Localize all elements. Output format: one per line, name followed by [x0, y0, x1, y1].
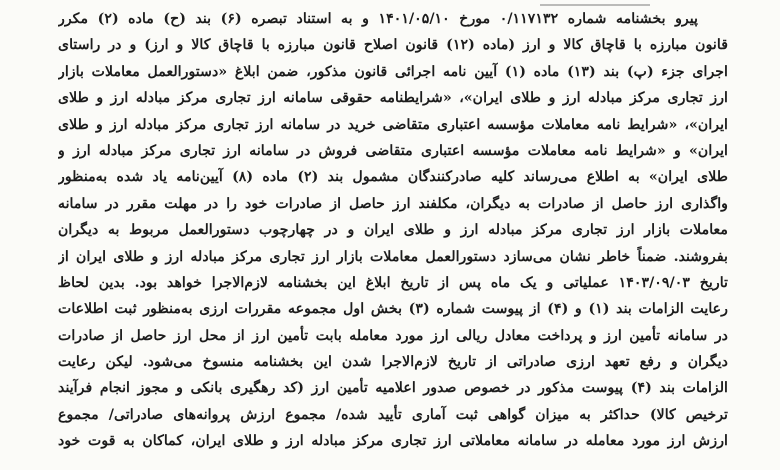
document-body — [58, 6, 728, 455]
body-line: قانون مبارزه با قاچاق کالا و ارز (ماده (۱۲) قانون اصلاح قانون مبارزه با قاچاق کالا و ارز) و در راستای — [58, 37, 728, 54]
body-line: واگذاری ارز حاصل از صادرات به دیگران، مکلفند ارز حاصل از صادرات خود را در مهلت مقرر در سامانه — [58, 195, 728, 212]
body-line: ایران»، «شرایط نامه معاملات مؤسسه اعتباری متقاضی خرید در سامانه ارز تجاری مرکز مبادله ارز و طلای — [58, 116, 728, 133]
body-line: الزامات بند (۴) پیوست مذکور در خصوص صدور اعلامیه تأمین ارز (کد رهگیری بانکی و مجوز انجام فرآیند — [58, 380, 728, 397]
body-line: تاریخ ۱۴۰۳/۰۹/۰۳ عملیاتی و یک ماه پس از تاریخ ابلاغ این بخشنامه لازم‌الاجرا خواهد بود. بدین لحاظ — [58, 274, 728, 291]
body-line: ایران» و «شرایط نامه معاملات مؤسسه اعتباری متقاضی فروش در سامانه ارز تجاری مرکز مبادله ارز و — [58, 142, 728, 159]
body-line: ترخیص کالا) حداکثر به میزان گواهی ثبت آماری تأیید شده/ مجموع ارزش پروانه‌های صادراتی/ مجموع — [58, 406, 728, 423]
body-line: طلای ایران» به اطلاع می‌رساند کلیه صادرکنندگان مشمول بند (۲) ماده (۸) آیین‌نامه یاد شده به‌منظور — [58, 169, 728, 186]
body-line: در سامانه تأمین ارز و پرداخت معادل ریالی ارز مورد معامله بابت تأمین ارز از محل ارز حاصل از صادرات — [58, 327, 728, 344]
body-line: اجرای جزء (پ) بند (۱۳) ماده (۱) آیین نامه اجرائی قانون مذکور، ضمن ابلاغ «دستورالعمل معاملات بازار — [58, 63, 728, 80]
body-line: بفروشند. ضمناً خاطر نشان می‌سازد دستورالعمل معاملات بازار ارز تجاری مرکز مبادله ارز و طلای ایران از — [58, 248, 728, 265]
body-line: ارزش ارز مورد معامله در سامانه معاملاتی ارز تجاری مرکز مبادله ارز و طلای ایران، کماکان به قوت خود — [58, 433, 728, 450]
body-line: معاملات بازار ارز تجاری مرکز مبادله ارز و طلای ایران و در چهارچوب دستورالعمل مربوط به دیگران — [58, 222, 728, 239]
body-line: دیگران و رفع تعهد ارزی صادراتی از تاریخ لازم‌الاجرا شدن این بخشنامه منسوخ می‌شود. لیکن رعایت — [58, 354, 728, 371]
body-line: پیرو بخشنامه شماره ۰/۱۱۷۱۳۲ مورخ ۱۴۰۱/۰۵/۱۰ و به استناد تبصره (۶) بند (ح) ماده (۲) مکرر — [58, 11, 698, 27]
body-line: ارز تجاری مرکز مبادله ارز و طلای ایران»، «شرایطنامه حقوقی سامانه ارز تجاری مرکز مبادله ارز و طلای — [58, 90, 728, 107]
body-line: رعایت الزامات بند (۱) و (۴) از پیوست شماره (۳) بخش اول مجموعه مقررات ارزی به‌منظور ثبت اطلاعات — [58, 301, 728, 318]
